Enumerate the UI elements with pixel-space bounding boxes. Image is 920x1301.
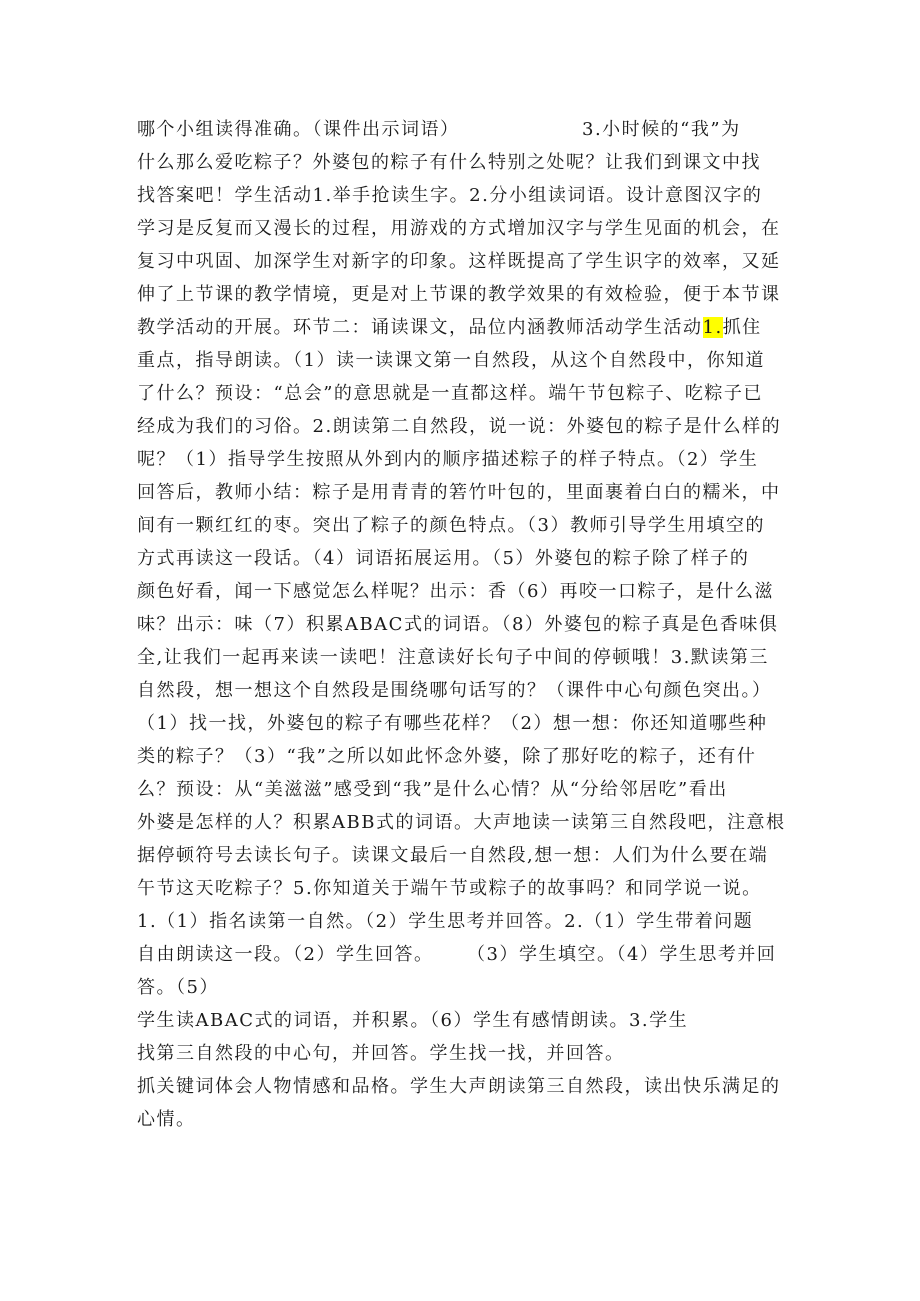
text-line-31 — [137, 1103, 196, 1137]
text-segment: 自由朗读这一段。（2）学生回答。 — [137, 944, 434, 965]
text-line-27 — [137, 971, 219, 1005]
text-line-24 — [137, 872, 762, 906]
text-line-29 — [137, 1037, 625, 1071]
text-segment: 找答案吧！学生活动1.举手抢读生字。2.分小组读词语。设计意图汉字的 — [137, 185, 763, 206]
text-segment: 午节这天吃粽子？5.你知道关于端午节或粽子的故事吗？和同学说一说。 — [137, 878, 762, 899]
text-segment: 回答后，教师小结：粽子是用青青的箬竹叶包的，里面裹着白白的糯米，中 — [137, 482, 781, 503]
text-segment: 答。（5） — [137, 977, 219, 998]
text-segment: 3.小时候的“我”为 — [582, 119, 741, 140]
text-segment: 心情。 — [137, 1109, 196, 1130]
text-line-12 — [137, 476, 781, 510]
text-line-11 — [137, 443, 758, 477]
text-segment: 么？预设：从“美滋滋”感受到“我”是什么心情？从“分给邻居吃”看出 — [137, 779, 728, 800]
text-segment: 抓住 — [722, 317, 762, 338]
text-line-5 — [137, 245, 781, 279]
text-line-2 — [137, 146, 761, 180]
text-line-25 — [137, 905, 753, 939]
text-segment: 教学活动的开展。环节二：诵读课文，品位内涵教师活动学生活动 — [137, 317, 703, 338]
text-line-14 — [137, 542, 749, 576]
text-segment: 抓关键词体会人物情感和品格。学生大声朗读第三自然段，读出快乐满足的 — [137, 1076, 781, 1097]
text-segment: 哪个小组读得准确。（课件出示词语） — [137, 119, 460, 140]
text-segment: 自然段，想一想这个自然段是围绕哪句话写的？（课件中心句颜色突出。） — [137, 680, 772, 701]
text-line-28 — [137, 1004, 688, 1038]
text-segment: 重点，指导朗读。（1）读一读课文第一自然段，从这个自然段中，你知道 — [137, 350, 765, 371]
text-line-15 — [137, 575, 774, 609]
text-segment: 1.（1）指名读第一自然。（2）学生思考并回答。2.（1）学生带着问题 — [137, 911, 754, 932]
highlighted-text: 1. — [702, 317, 723, 338]
text-segment: 呢？（1）指导学生按照从外到内的顺序描述粽子的样子特点。（2）学生 — [137, 449, 759, 470]
text-line-1 — [137, 113, 741, 147]
text-segment: 方式再读这一段话。（4）词语拓展运用。（5）外婆包的粽子除了样子的 — [137, 548, 750, 569]
text-segment: 外婆是怎样的人？积累ABB式的词语。大声地读一读第三自然段吧，注意根 — [137, 812, 786, 833]
text-line-23 — [137, 839, 768, 873]
text-segment: 颜色好看，闻一下感觉怎么样呢？出示：香（6）再咬一口粽子，是什么滋 — [137, 581, 774, 602]
text-segment: 找第三自然段的中心句，并回答。学生找一找，并回答。 — [137, 1043, 625, 1064]
text-segment: 学生读ABAC式的词语，并积累。（6）学生有感情朗读。3.学生 — [137, 1010, 689, 1031]
text-segment: （1）找一找，外婆包的粽子有哪些花样？（2）想一想：你还知道哪些种 — [137, 713, 768, 734]
text-line-30 — [137, 1070, 781, 1104]
text-line-26 — [137, 938, 777, 972]
text-segment: 间有一颗红红的枣。突出了粽子的颜色特点。（3）教师引导学生用填空的 — [137, 515, 765, 536]
text-line-19 — [137, 707, 767, 741]
text-segment: 了什么？预设：“总会”的意思就是一直都这样。端午节包粽子、吃粽子已 — [137, 383, 763, 404]
text-line-20 — [137, 740, 756, 774]
text-segment: 类的粽子？（3）“我”之所以如此怀念外婆，除了那好吃的粽子，还有什 — [137, 746, 757, 767]
text-line-17 — [137, 641, 769, 675]
text-line-8 — [137, 344, 765, 378]
text-segment: 全,让我们一起再来读一读吧！注意读好长句子中间的停顿哦！3.默读第三 — [137, 647, 769, 668]
text-line-9 — [137, 377, 763, 411]
text-line-22 — [137, 806, 785, 840]
text-line-16 — [137, 608, 778, 642]
text-segment: （3）学生填空。（4）学生思考并回 — [467, 944, 777, 965]
text-segment: 味？出示：味（7）积累ABAC式的词语。（8）外婆包的粽子真是色香味俱 — [137, 614, 779, 635]
text-line-3 — [137, 179, 762, 213]
text-line-13 — [137, 509, 765, 543]
text-segment: 伸了上节课的教学情境，更是对上节课的教学效果的有效检验，便于本节课 — [137, 284, 781, 305]
text-line-4 — [137, 212, 781, 246]
text-line-6 — [137, 278, 781, 312]
text-segment: 学习是反复而又漫长的过程，用游戏的方式增加汉字与学生见面的机会，在 — [137, 218, 781, 239]
text-line-21 — [137, 773, 728, 807]
text-line-18 — [137, 674, 772, 708]
text-segment: 什么那么爱吃粽子？外婆包的粽子有什么特别之处呢？让我们到课文中找 — [137, 152, 761, 173]
text-segment: 据停顿符号去读长句子。读课文最后一自然段,想一想：人们为什么要在端 — [137, 845, 769, 866]
text-line-7 — [137, 311, 762, 345]
text-line-10 — [137, 410, 781, 444]
text-segment: 复习中巩固、加深学生对新字的印象。这样既提高了学生识字的效率，又延 — [137, 251, 781, 272]
text-segment: 经成为我们的习俗。2.朗读第二自然段，说一说：外婆包的粽子是什么样的 — [137, 416, 782, 437]
